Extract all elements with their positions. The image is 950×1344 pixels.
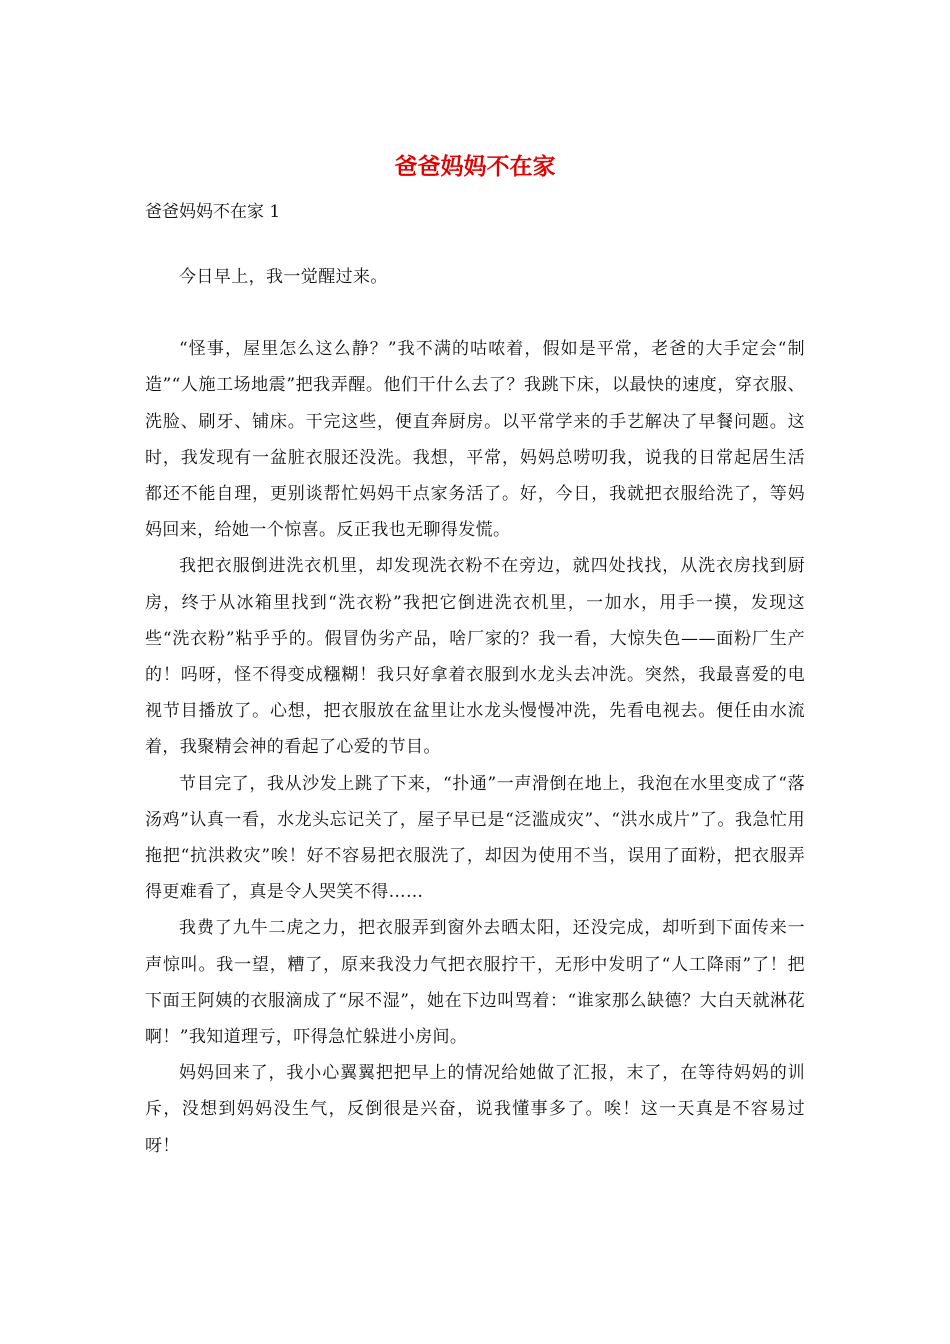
paragraph: 今日早上，我一觉醒过来。 (179, 267, 388, 287)
paragraph: 我把衣服倒进洗衣机里，却发现洗衣粉不在旁边，就四处找找，从洗衣房找到厨房，终于从冰箱里找到“洗衣粉”我把它倒进洗衣机里，一加水，用手一摸，发现这些“洗衣粉”粘乎乎的。假冒伪劣产品，啥厂家的？我一看，大惊失色——面粉厂生产的！吗呀，怪不得变成糨糊！我只好拿着衣服到水龙头去冲洗。突然，我最喜爱的电视节目播放了。心想，把衣服放在盆里让水龙头慢慢冲洗，先看电视去。便任由水流着，我聚精会神的看起了心爱的节目。 (145, 556, 805, 758)
document-title: 爸爸妈妈不在家 (394, 153, 556, 180)
paragraph: “怪事，屋里怎么这么静？”我不满的咕哝着，假如是平常，老爸的大手定会“制造”“人施工场地震”把我弄醒。他们干什么去了？我跳下床，以最快的速度，穿衣服、洗脸、刷牙、铺床。干完这些，便直奔厨房。以平常学来的手艺解决了早餐问题。这时，我发现有一盆脏衣服还没洗。我想，平常，妈妈总唠叨我，说我的日常起居生活都还不能自理，更别谈帮忙妈妈干点家务活了。好，今日，我就把衣服给洗了，等妈妈回来，给她一个惊喜。反正我也无聊得发慌。 (145, 339, 805, 541)
document-subtitle: 爸爸妈妈不在家 1 (145, 202, 281, 222)
paragraph: 节目完了，我从沙发上跳了下来，“扑通”一声滑倒在地上，我泡在水里变成了“落汤鸡”认真一看，水龙头忘记关了，屋子早已是“泛滥成灾”、“洪水成片”了。我急忙用拖把“抗洪救灾”唉！好不容易把衣服洗了，却因为使用不当，误用了面粉，把衣服弄得更难看了，真是令人哭笑不得…… (145, 773, 805, 903)
paragraph: 我费了九牛二虎之力，把衣服弄到窗外去晒太阳，还没完成，却听到下面传来一声惊叫。我一望，糟了，原来我没力气把衣服拧干，无形中发明了“人工降雨”了！把下面王阿姨的衣服滴成了“尿不湿”，她在下边叫骂着：“谁家那么缺德？大白天就淋花啊！”我知道理亏，吓得急忙躲进小房间。 (145, 918, 805, 1048)
paragraph: 妈妈回来了，我小心翼翼把把早上的情况给她做了汇报，末了，在等待妈妈的训斥，没想到妈妈没生气，反倒很是兴奋，说我懂事多了。唉！这一天真是不容易过呀！ (145, 1063, 805, 1156)
document-body (145, 259, 805, 1164)
